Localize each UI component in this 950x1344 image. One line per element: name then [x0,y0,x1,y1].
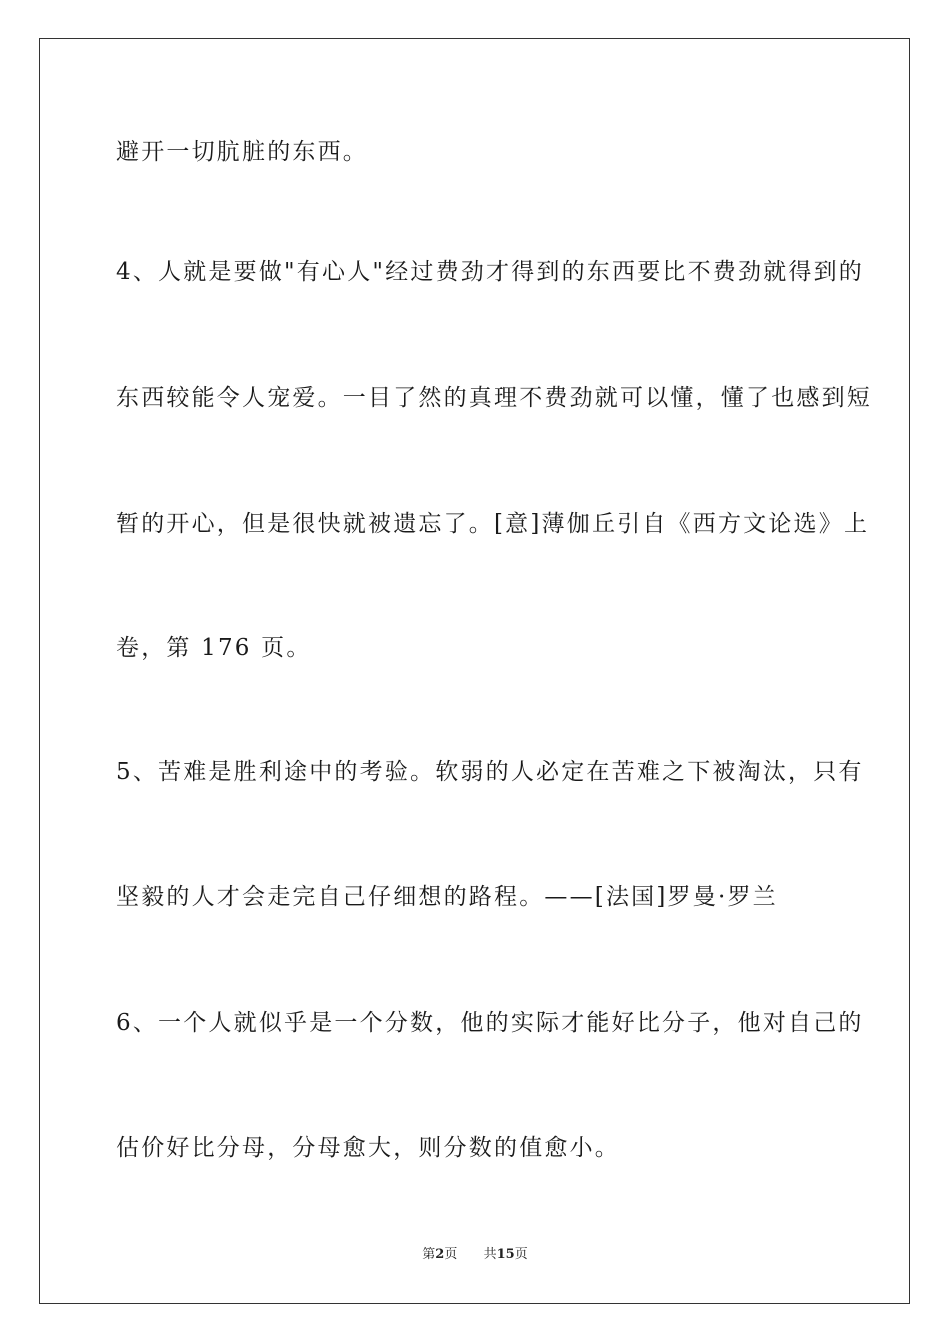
page-border [39,38,910,1304]
text-line: 卷，第 176 页。 [116,635,312,661]
total-pages-label: 共15页 [483,1247,528,1262]
text-line: 估价好比分母，分母愈大，则分数的值愈小。 [116,1135,620,1161]
text-line: 东西较能令人宠爱。一目了然的真理不费劲就可以懂，懂了也感到短 [116,385,872,411]
text-line: 坚毅的人才会走完自己仔细想的路程。——[法国]罗曼·罗兰 [116,884,778,910]
page-number: 2 [435,1247,445,1262]
text-line: 避开一切肮脏的东西。 [116,139,368,165]
text-line: 暂的开心，但是很快就被遗忘了。[意]薄伽丘引自《西方文论选》上 [116,511,870,537]
text-line: 6、一个人就似乎是一个分数，他的实际才能好比分子，他对自己的 [116,1010,864,1036]
total-pages: 15 [496,1247,515,1262]
text-line: 4、人就是要做"有心人"经过费劲才得到的东西要比不费劲就得到的 [116,259,864,285]
text-line: 5、苦难是胜利途中的考验。软弱的人必定在苦难之下被淘汰，只有 [116,759,864,785]
page-footer [0,1246,950,1264]
page-label: 第2页 [422,1247,458,1262]
